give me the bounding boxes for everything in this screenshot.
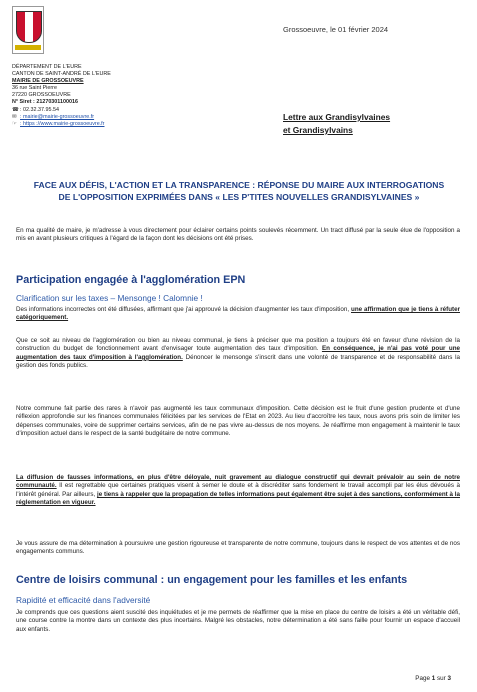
email-icon: ✉ — [12, 113, 17, 120]
section2-paragraph-1: Je comprends que ces questions aient suscité des inquiétudes et je me permets de réaffirmer que la mise en place du centre de loisirs a été un véritable défi, une course contre la montre dans un contexte des plus incertains. Malgré les obstacles, notre détermination a été sans faille pour fournir un espace d'accueil aux enfants. — [16, 609, 460, 633]
sender-street: 36 rue Saint Pierre — [12, 85, 57, 92]
sender-email-row — [12, 114, 111, 121]
page-label: Page — [415, 675, 432, 682]
sender-web-row — [12, 121, 111, 128]
phone-icon: ☎ — [12, 106, 19, 113]
sender-email-link[interactable]: : mairie@mairie-grossoeuvre.fr — [20, 113, 95, 120]
municipal-crest-logo — [12, 6, 44, 54]
section1-p1-emphasis: une affirmation que je tiens à réfuter catégoriquement. — [16, 306, 460, 322]
section2-title: Centre de loisirs communal : un engagement pour les familles et les enfants — [16, 574, 408, 586]
sender-phone-row — [12, 107, 111, 114]
letter-headline: FACE AUX DÉFIS, L'ACTION ET LA TRANSPARENCE : RÉPONSE DU MAIRE AUX INTERROGATIONS DE L'OPPOSITION EXPRIMÉES DANS « LES P'TITES NOUVELLES GRANDISYLVAINES » — [33, 180, 445, 202]
section1-subtitle: Clarification sur les taxes – Mensonge ! Calomnie ! — [16, 293, 203, 303]
recipient-line-2: et Grandisylvains — [283, 125, 353, 135]
sender-city: 27220 GROSSOEUVRE — [12, 92, 71, 99]
page-sep: sur — [435, 675, 448, 682]
section1-paragraph-1 — [16, 306, 460, 323]
section1-p2-text: Que ce soit au niveau de l'agglomération ou bien au niveau communal, je tiens à préciser que ma position a toujours été en faveur d'une révision de la construction du budget de fonctionnement avant d'envisager toute augmentation des taux d'imposition. — [16, 337, 460, 353]
letter-date: Grossoeuvre, le 01 février 2024 — [283, 25, 389, 34]
section1-paragraph-2 — [16, 337, 460, 371]
section1-p1-text: Des informations incorrectes ont été diffusées, affirmant que j'ai approuvé la décision d'augmenter les taux d'imposition, — [16, 306, 351, 313]
section1-paragraph-4 — [16, 474, 460, 508]
sender-address-block — [12, 64, 111, 128]
section1-paragraph-5: Je vous assure de ma détermination à poursuivre une gestion rigoureuse et transparente de notre commune, toujours dans le respect de vos attentes et de nos engagements communs. — [16, 540, 460, 556]
sender-web-link[interactable]: : https ://www.mairie-grossoeuvre.fr — [20, 120, 105, 127]
recipient-block — [283, 111, 390, 137]
section1-p2-emphasis: En conséquence, je n'ai pas voté pour une augmentation des taux d'imposition à l'agglomération. — [16, 345, 460, 361]
web-icon: ☞ — [12, 120, 17, 127]
section2-subtitle: Rapidité et efficacité dans l'adversité — [16, 595, 151, 605]
page-total: 3 — [447, 675, 451, 682]
sender-canton: CANTON DE SAINT-ANDRÉ DE L'EURE — [12, 71, 111, 78]
recipient-line-1: Lettre aux Grandisylvaines — [283, 112, 391, 122]
section1-paragraph-3: Notre commune fait partie des rares à n'avoir pas augmenté les taux communaux d'imposition. Cette décision est le fruit d'une gestion prudente et d'une réflexion approfondie sur les finances communales félicitées par les services de l'Etat en 2023. Au lieu d'accroître les taux, nous avons pris soin de limiter les dépenses communales, voire de supprimer certains services, afin de ne pas vivre au-dessus de nos moyens. Je réaffirme mon engagement à maintenir le taux d'imposition actuel dans le respect de la santé budgétaire de notre commune. — [16, 405, 460, 438]
sender-phone: : 02.32.37.95.54 — [20, 106, 59, 113]
crest-shield-icon — [16, 11, 42, 43]
intro-paragraph: En ma qualité de maire, je m'adresse à vous directement pour éclairer certains points soulevés récemment. Un tract diffusé par la seule élue de l'opposition a mis en avant plusieurs critiques à l'égard de la façon dont les décisions ont été prises. — [16, 227, 460, 243]
section1-p4-emphasis: La diffusion de fausses informations, en plus d'être déloyale, nuit gravement au dialogue constructif qui devrait prévaloir au sein de notre communauté. — [16, 474, 460, 490]
section1-title: Participation engagée à l'agglomération EPN — [16, 274, 246, 286]
crest-banner — [15, 45, 41, 50]
section1-p4-warning: je tiens à rappeler que la propagation de telles informations peut également être sujet à des sanctions, conformément à la réglementation en vigueur. — [16, 490, 460, 507]
page-number — [415, 675, 451, 682]
sender-mairie: MAIRIE DE GROSSOEUVRE — [12, 78, 84, 85]
sender-siret: N° Siret : 21270301100016 — [12, 99, 78, 106]
section1-p4-text: Il est regrettable que certaines pratiques visent à semer le doute et à discréditer sans fondement le travail accompli par les élus dévoués à l'intérêt général. Par ailleurs, — [16, 482, 460, 498]
sender-department: DÉPARTEMENT DE L'EURE — [12, 64, 82, 70]
page-current: 1 — [431, 675, 436, 682]
section1-p2-tail: Dénoncer le mensonge s'inscrit dans une volonté de transparence et de responsabilité dans la gestion des fonds publics. — [16, 353, 460, 370]
